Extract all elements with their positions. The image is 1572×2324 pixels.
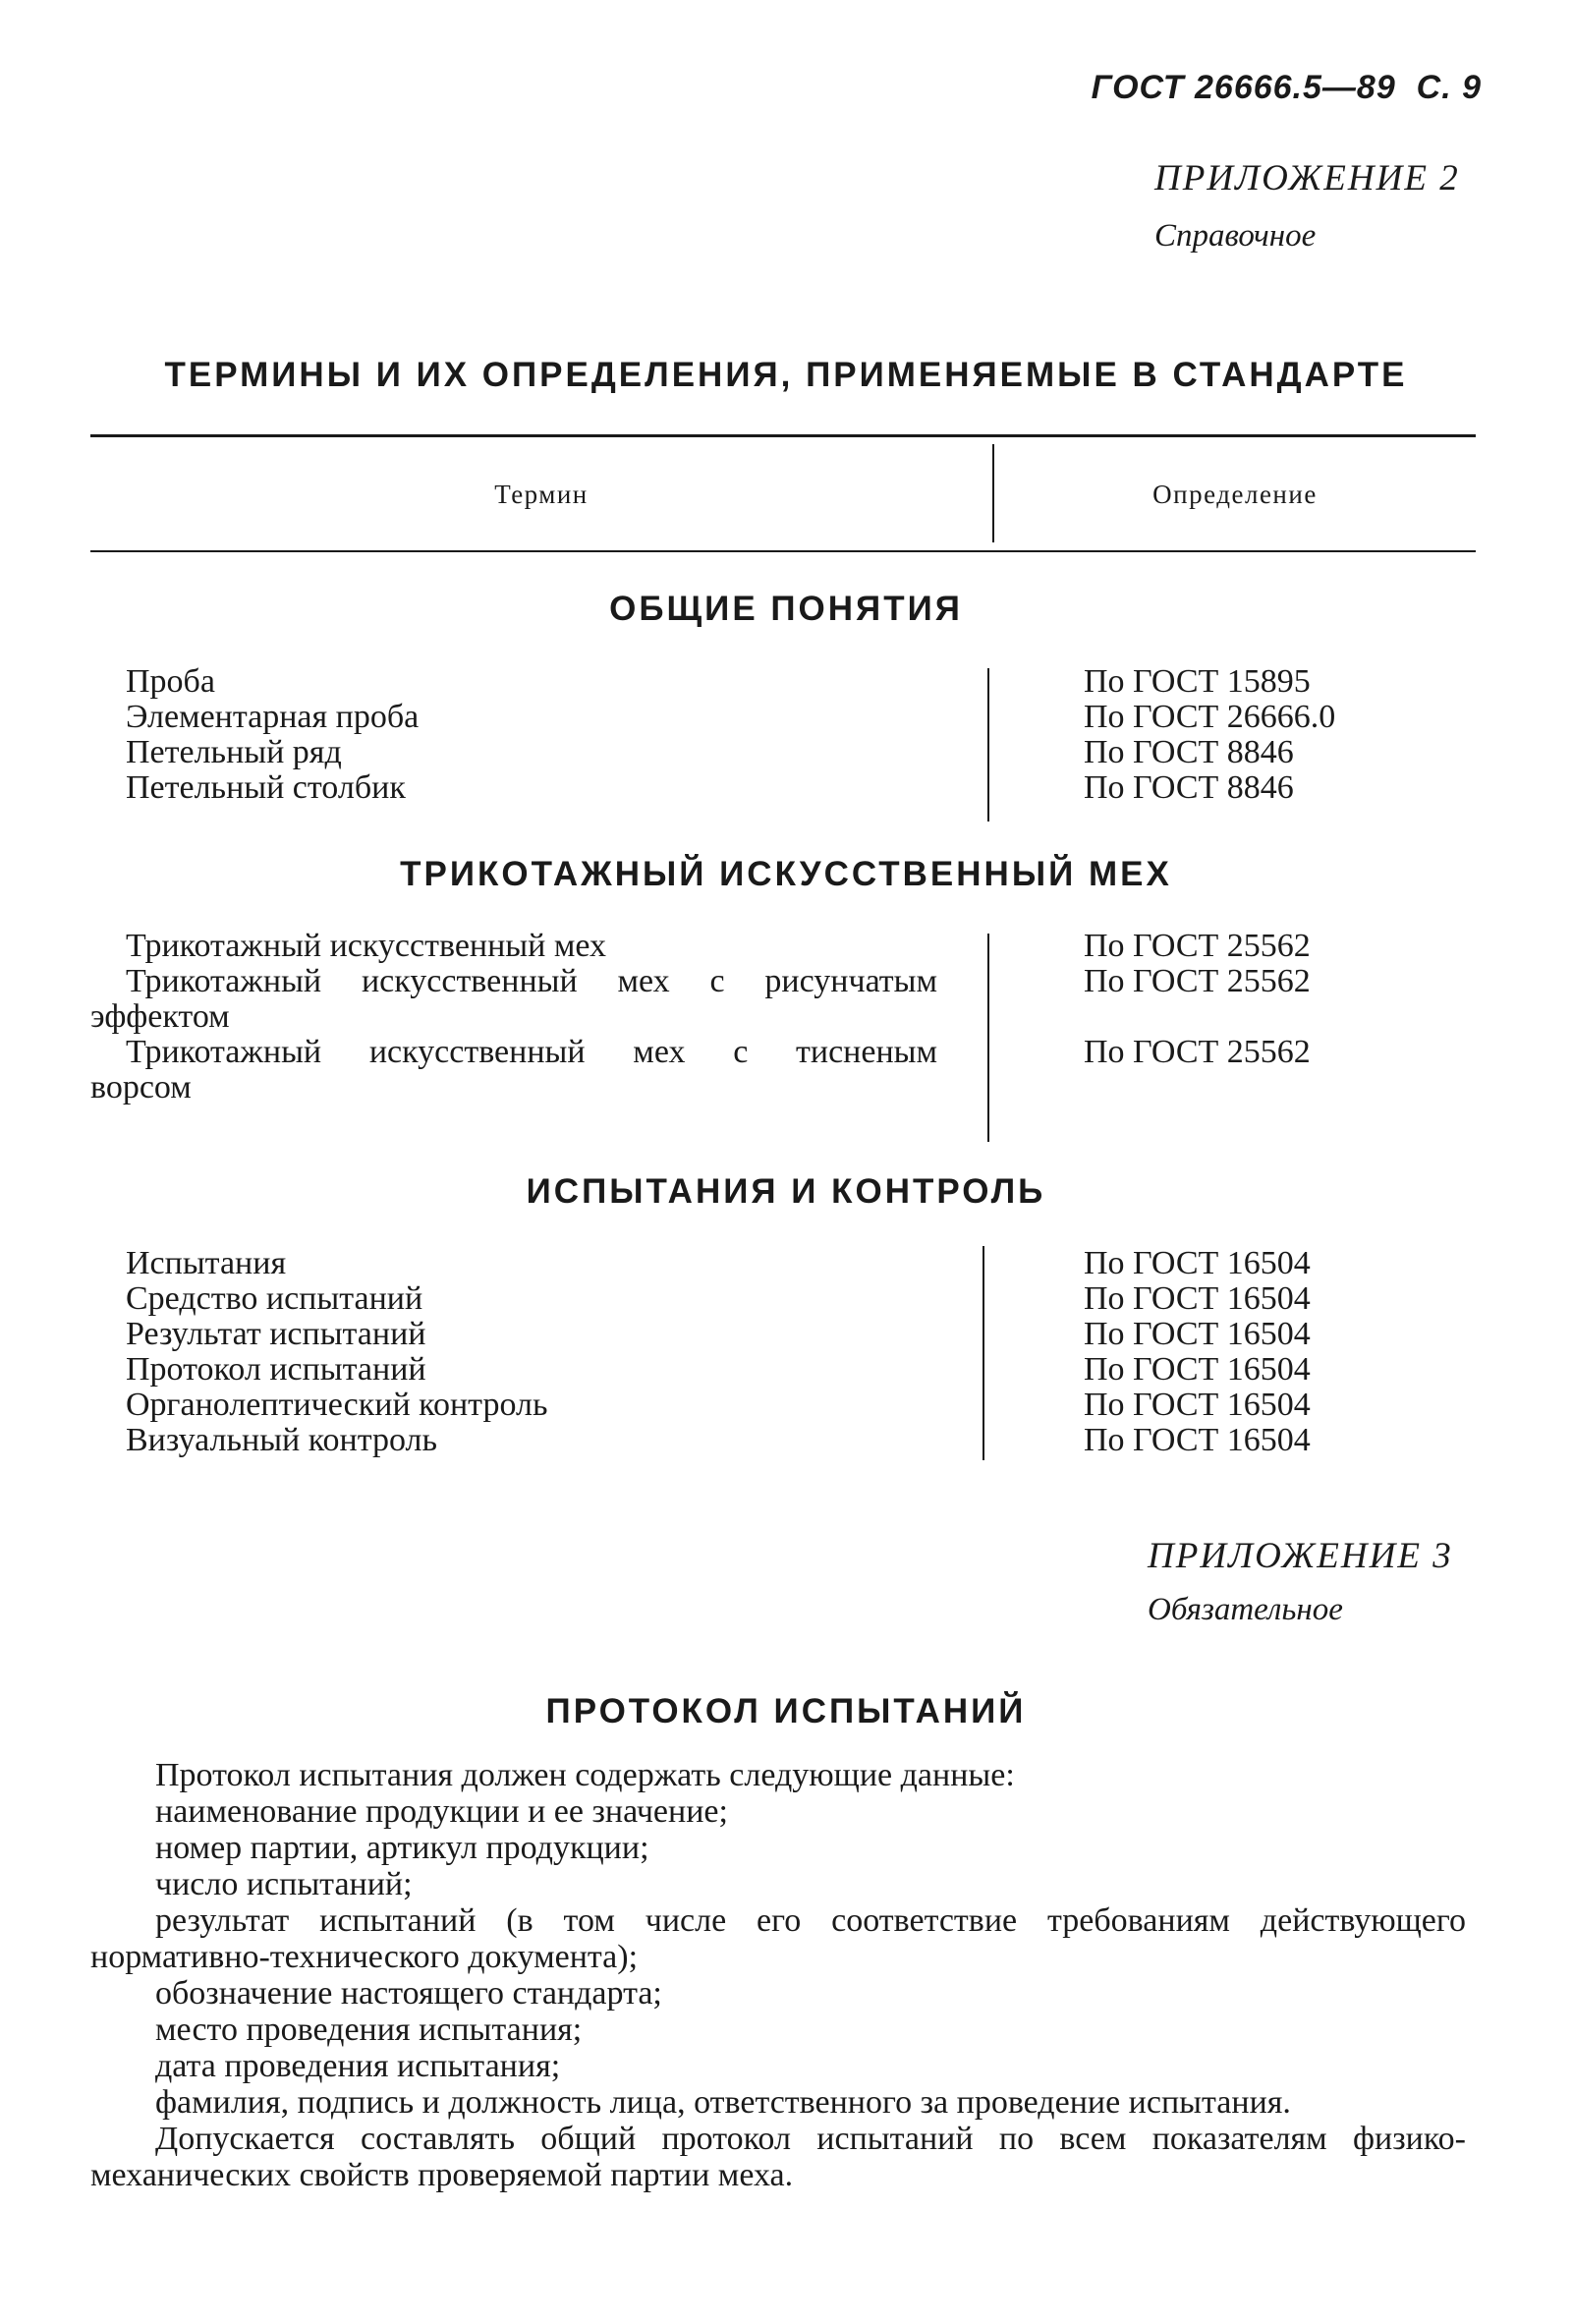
protocol-line: число испытаний; bbox=[155, 1866, 413, 1902]
table-header-bottom-rule bbox=[90, 550, 1476, 552]
column-divider-general bbox=[987, 668, 989, 822]
protocol-line: наименование продукции и ее значение; bbox=[155, 1793, 728, 1830]
definition-cell: По ГОСТ 8846 bbox=[1084, 734, 1294, 770]
definition-cell: По ГОСТ 8846 bbox=[1084, 769, 1294, 806]
definition-cell: По ГОСТ 16504 bbox=[1084, 1245, 1311, 1281]
definition-cell: По ГОСТ 16504 bbox=[1084, 1351, 1311, 1388]
term-cell: Средство испытаний bbox=[126, 1280, 423, 1317]
protocol-line: номер партии, артикул продукции; bbox=[155, 1830, 649, 1866]
protocol-line: дата проведения испытания; bbox=[155, 2048, 561, 2084]
appendix-2-subtitle: Справочное bbox=[1154, 218, 1317, 254]
standard-code: ГОСТ 26666.5—89 bbox=[1091, 69, 1396, 106]
protocol-line: место проведения испытания; bbox=[155, 2012, 583, 2048]
term-list-general bbox=[126, 664, 419, 806]
section-title-general: ОБЩИЕ ПОНЯТИЯ bbox=[609, 590, 963, 628]
appendix-2-title: ПРИЛОЖЕНИЕ 2 bbox=[1154, 158, 1460, 198]
term-cell: Трикотажный искусственный мех bbox=[126, 928, 606, 964]
term-cell: Проба bbox=[126, 663, 215, 700]
column-divider-testing bbox=[982, 1246, 984, 1460]
protocol-body bbox=[90, 1757, 1466, 2193]
definition-cell: По ГОСТ 25562 bbox=[1084, 963, 1311, 999]
definition-cell: По ГОСТ 26666.0 bbox=[1084, 699, 1336, 735]
term-cell: Визуальный контроль bbox=[126, 1422, 438, 1458]
term-cell: Испытания bbox=[126, 1245, 287, 1281]
term-list-testing bbox=[126, 1246, 547, 1458]
definition-cell: По ГОСТ 16504 bbox=[1084, 1280, 1311, 1317]
definition-cell: По ГОСТ 16504 bbox=[1084, 1422, 1311, 1458]
term-cell: Протокол испытаний bbox=[126, 1351, 426, 1388]
column-header-term: Термин bbox=[494, 480, 589, 509]
term-cell: Элементарная проба bbox=[126, 699, 420, 735]
main-title: ТЕРМИНЫ И ИХ ОПРЕДЕЛЕНИЯ, ПРИМЕНЯЕМЫЕ В СТАНДАРТЕ bbox=[164, 356, 1408, 394]
protocol-line: обозначение настоящего стандарта; bbox=[155, 1975, 662, 2012]
protocol-title: ПРОТОКОЛ ИСПЫТАНИЙ bbox=[545, 1692, 1027, 1730]
protocol-line: Протокол испытания должен содержать следующие данные: bbox=[155, 1757, 1015, 1793]
definition-cell: По ГОСТ 25562 bbox=[1084, 928, 1311, 964]
definition-list-general bbox=[1084, 664, 1335, 806]
term-cell: Петельный ряд bbox=[126, 734, 342, 770]
table-top-rule bbox=[90, 434, 1476, 437]
protocol-line: Допускается составлять общий протокол испытаний по всем показателям физико-механических свойств проверяемой партии меха. bbox=[90, 2121, 1466, 2193]
term-cell: Трикотажный искусственный мех с рисунчатым эффектом bbox=[90, 963, 937, 1035]
section-title-testing: ИСПЫТАНИЯ И КОНТРОЛЬ bbox=[526, 1172, 1046, 1211]
appendix-3-subtitle: Обязательное bbox=[1148, 1592, 1343, 1627]
protocol-line: фамилия, подпись и должность лица, ответственного за проведение испытания. bbox=[155, 2084, 1291, 2121]
definition-cell: По ГОСТ 15895 bbox=[1084, 663, 1311, 700]
definition-list-testing bbox=[1084, 1246, 1311, 1458]
definition-cell: По ГОСТ 16504 bbox=[1084, 1316, 1311, 1352]
protocol-line: результат испытаний (в том числе его соответствие требованиям действующего нормативно-технического документа); bbox=[90, 1902, 1466, 1975]
page-number: С. 9 bbox=[1416, 69, 1482, 106]
column-divider-knitted-fur bbox=[987, 934, 989, 1142]
term-cell: Результат испытаний bbox=[126, 1316, 426, 1352]
column-header-definition: Определение bbox=[1152, 480, 1318, 509]
term-cell: Органолептический контроль bbox=[126, 1387, 548, 1423]
definition-cell: По ГОСТ 25562 bbox=[1084, 1034, 1311, 1070]
appendix-3-title: ПРИЛОЖЕНИЕ 3 bbox=[1148, 1536, 1453, 1576]
definition-cell: По ГОСТ 16504 bbox=[1084, 1387, 1311, 1423]
term-cell: Петельный столбик bbox=[126, 769, 406, 806]
term-cell: Трикотажный искусственный мех с тисненым ворсом bbox=[90, 1034, 937, 1105]
section-title-knitted-fur: ТРИКОТАЖНЫЙ ИСКУССТВЕННЫЙ МЕХ bbox=[400, 855, 1172, 893]
page-header bbox=[1092, 69, 1482, 107]
